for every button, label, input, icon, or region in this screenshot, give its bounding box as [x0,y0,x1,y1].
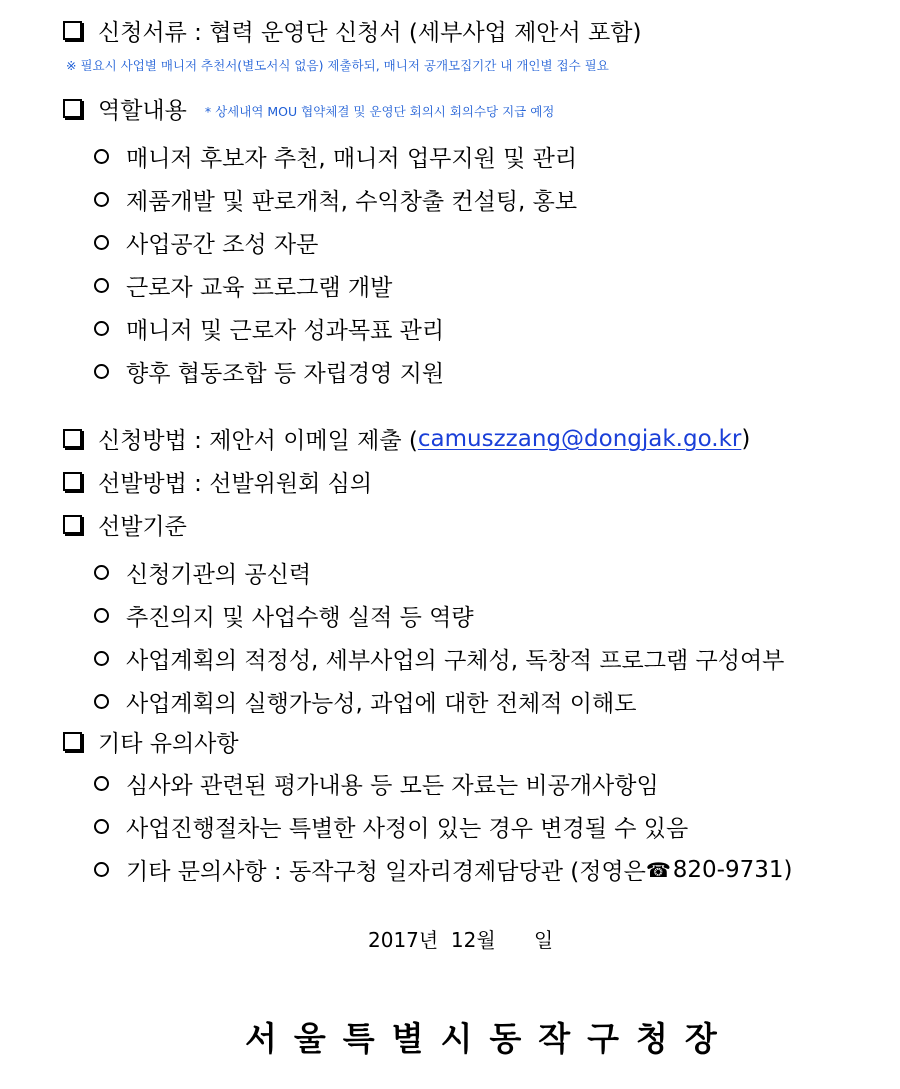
section-application-docs [63,14,641,47]
circle-bullet-icon [94,278,109,293]
list-item-text: 매니저 및 근로자 성과목표 관리 [126,318,445,344]
list-item-text: 제품개발 및 판로개척, 수익창출 컨설팅, 홍보 [126,189,578,215]
section-method [63,422,750,455]
list-item-text: 사업공간 조성 자문 [126,232,319,258]
circle-bullet-icon [94,862,109,877]
list-item-text: 추진의지 및 사업수행 실적 등 역량 [126,605,474,631]
section-label: 기타 유의사항 [98,731,239,757]
circle-bullet-icon [94,565,109,580]
phone-icon: ☎ [645,857,671,882]
checkbox-bullet-icon [63,515,82,534]
checkbox-bullet-icon [63,429,82,448]
list-item-text: 사업계획의 적정성, 세부사업의 구체성, 독창적 프로그램 구성여부 [126,648,785,674]
circle-bullet-icon [94,608,109,623]
list-item [94,140,577,173]
circle-bullet-icon [94,819,109,834]
circle-bullet-icon [94,364,109,379]
document-date: 2017년 12월 일 [368,928,554,952]
signer-title: 서울특별시동작구청장 [245,1019,734,1058]
list-item-text: 사업계획의 실행가능성, 과업에 대한 전체적 이해도 [126,691,637,717]
circle-bullet-icon [94,321,109,336]
circle-bullet-icon [94,651,109,666]
list-item [94,183,577,216]
list-item-text: 심사와 관련된 평가내용 등 모든 자료는 비공개사항임 [126,773,659,799]
section-label-close: ) [741,425,751,452]
checkbox-bullet-icon [63,472,82,491]
section-label: 선발방법 : 선발위원회 심의 [98,471,373,497]
section-roles [63,92,554,125]
circle-bullet-icon [94,776,109,791]
list-item [94,810,688,843]
section-etc [63,725,239,758]
roles-note: * 상세내역 MOU 협약체결 및 운영단 회의시 회의수당 지급 예정 [204,103,555,119]
list-item-text: 향후 협동조합 등 자립경영 지원 [126,361,445,387]
checkbox-bullet-icon [63,21,82,40]
application-note: ※ 필요시 사업별 매니저 추천서(별도서식 없음) 제출하되, 매니저 공개모집기간 내 개인별 접수 필요 [66,58,609,73]
list-item-text: 매니저 후보자 추천, 매니저 업무지원 및 관리 [126,146,578,172]
list-item [94,767,659,800]
section-label: 선발기준 [98,514,187,540]
section-criteria [63,508,187,541]
circle-bullet-icon [94,149,109,164]
list-item [94,599,474,632]
list-item-text: 근로자 교육 프로그램 개발 [126,275,393,301]
circle-bullet-icon [94,694,109,709]
list-item-text: 사업진행절차는 특별한 사정이 있는 경우 변경될 수 있음 [126,816,689,842]
list-item-text: 신청기관의 공신력 [126,562,312,588]
checkbox-bullet-icon [63,732,82,751]
section-label: 역할내용 [98,98,187,124]
checkbox-bullet-icon [63,99,82,118]
section-selection-method [63,465,372,498]
section-label: 신청서류 : 협력 운영단 신청서 (세부사업 제안서 포함) [98,20,642,46]
contact-item [94,853,793,886]
section-label: 신청방법 : 제안서 이메일 제출 ( [98,428,418,454]
circle-bullet-icon [94,235,109,250]
list-item [94,226,318,259]
circle-bullet-icon [94,192,109,207]
list-item [94,642,784,675]
phone-number: 820-9731) [672,856,793,883]
email-link[interactable]: camuszzang@dongjak.go.kr [417,425,742,452]
list-item [94,312,444,345]
list-item [94,685,636,718]
list-item [94,355,444,388]
contact-text: 기타 문의사항 : 동작구청 일자리경제담당관 (정영은 [126,859,646,885]
list-item [94,556,311,589]
list-item [94,269,392,302]
